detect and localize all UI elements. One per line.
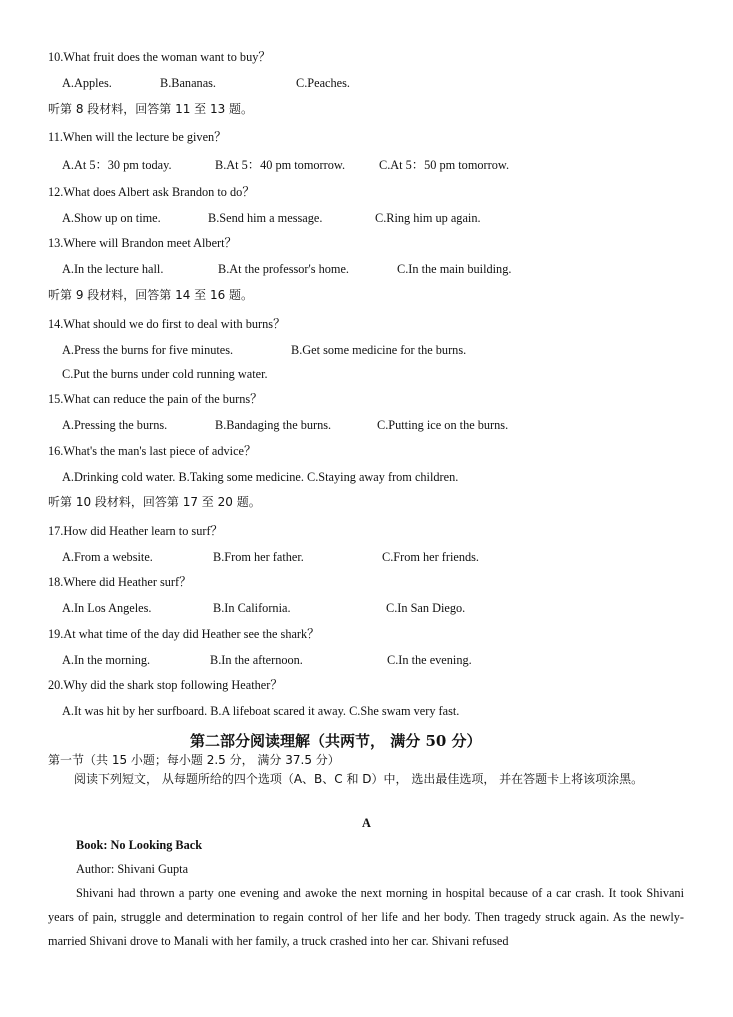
section-10-heading: 听第 10 段材料，回答第 17 至 20 题。 bbox=[48, 495, 261, 509]
q15-option-c: C.Putting ice on the burns. bbox=[377, 418, 509, 432]
q12-stem: 12.What does Albert ask Brandon to do？ bbox=[48, 185, 255, 199]
part2-title: 第二部分阅读理解（共两节， 满分 50 分） bbox=[190, 732, 482, 750]
q15-option-b: B.Bandaging the burns. bbox=[215, 418, 332, 432]
q13-option-c: C.In the main building. bbox=[397, 262, 512, 276]
q16-options: A.Drinking cold water. B.Taking some medicine. C.Staying away from children. bbox=[62, 470, 459, 484]
q17-stem: 17.How did Heather learn to surf？ bbox=[48, 524, 223, 538]
q17-option-c: C.From her friends. bbox=[382, 550, 479, 564]
q14-option-b: B.Get some medicine for the burns. bbox=[291, 343, 467, 357]
q11-option-b: B.At 5：40 pm tomorrow. bbox=[215, 158, 346, 172]
q10-option-a: A.Apples. bbox=[62, 76, 112, 90]
q14-option-a: A.Press the burns for five minutes. bbox=[62, 343, 234, 357]
q12-option-c: C.Ring him up again. bbox=[375, 211, 481, 225]
q13-option-a: A.In the lecture hall. bbox=[62, 262, 164, 276]
q11-option-a: A.At 5：30 pm today. bbox=[62, 158, 172, 172]
q10-stem: 10.What fruit does the woman want to buy？ bbox=[48, 50, 271, 64]
part2-instruction: 阅读下列短文， 从每题所给的四个选项（A、B、C 和 D）中， 选出最佳选项， 并在答题卡上将该项涂黑。 bbox=[74, 772, 644, 786]
part2-section-heading: 第一节（共 15 小题；每小题 2.5 分， 满分 37.5 分） bbox=[48, 753, 340, 767]
q14-stem: 14.What should we do first to deal with burns？ bbox=[48, 317, 286, 331]
q20-stem: 20.Why did the shark stop following Heather？ bbox=[48, 678, 283, 692]
q10-option-c: C.Peaches. bbox=[296, 76, 350, 90]
q19-option-b: B.In the afternoon. bbox=[210, 653, 303, 667]
q19-option-c: C.In the evening. bbox=[387, 653, 472, 667]
q18-stem: 18.Where did Heather surf？ bbox=[48, 575, 192, 589]
q16-stem: 16.What's the man's last piece of advice？ bbox=[48, 444, 257, 458]
q18-option-b: B.In California. bbox=[213, 601, 291, 615]
q11-option-c: C.At 5：50 pm tomorrow. bbox=[379, 158, 510, 172]
q20-options: A.It was hit by her surfboard. B.A lifeboat scared it away. C.She swam very fast. bbox=[62, 704, 460, 718]
q17-option-a: A.From a website. bbox=[62, 550, 153, 564]
q13-option-b: B.At the professor's home. bbox=[218, 262, 349, 276]
section-9-heading: 听第 9 段材料，回答第 14 至 16 题。 bbox=[48, 288, 254, 302]
book-author: Author: Shivani Gupta bbox=[76, 862, 189, 876]
q17-option-b: B.From her father. bbox=[213, 550, 304, 564]
book-title: Book: No Looking Back bbox=[76, 838, 203, 852]
q12-option-b: B.Send him a message. bbox=[208, 211, 323, 225]
q19-stem: 19.At what time of the day did Heather see the shark？ bbox=[48, 627, 320, 641]
q12-option-a: A.Show up on time. bbox=[62, 211, 161, 225]
q15-option-a: A.Pressing the burns. bbox=[62, 418, 168, 432]
passage-paragraph: Shivani had thrown a party one evening and awoke the next morning in hospital because of a car crash. It took Shivani years of pain, struggle and determination to regain control of her life and her body. Then tragedy struck again. As the newly-married Shivani drove to Manali with her family, a truck crashed into her car. Shivani refused bbox=[48, 886, 684, 948]
q13-stem: 13.Where will Brandon meet Albert？ bbox=[48, 236, 237, 250]
passage-letter: A bbox=[362, 816, 371, 830]
q18-option-a: A.In Los Angeles. bbox=[62, 601, 152, 615]
q14-option-c: C.Put the burns under cold running water. bbox=[62, 367, 268, 381]
q10-option-b: B.Bananas. bbox=[160, 76, 217, 90]
section-8-heading: 听第 8 段材料，回答第 11 至 13 题。 bbox=[48, 102, 254, 116]
q18-option-c: C.In San Diego. bbox=[386, 601, 466, 615]
q15-stem: 15.What can reduce the pain of the burns？ bbox=[48, 392, 263, 406]
q19-option-a: A.In the morning. bbox=[62, 653, 151, 667]
q11-stem: 11.When will the lecture be given？ bbox=[48, 130, 227, 144]
